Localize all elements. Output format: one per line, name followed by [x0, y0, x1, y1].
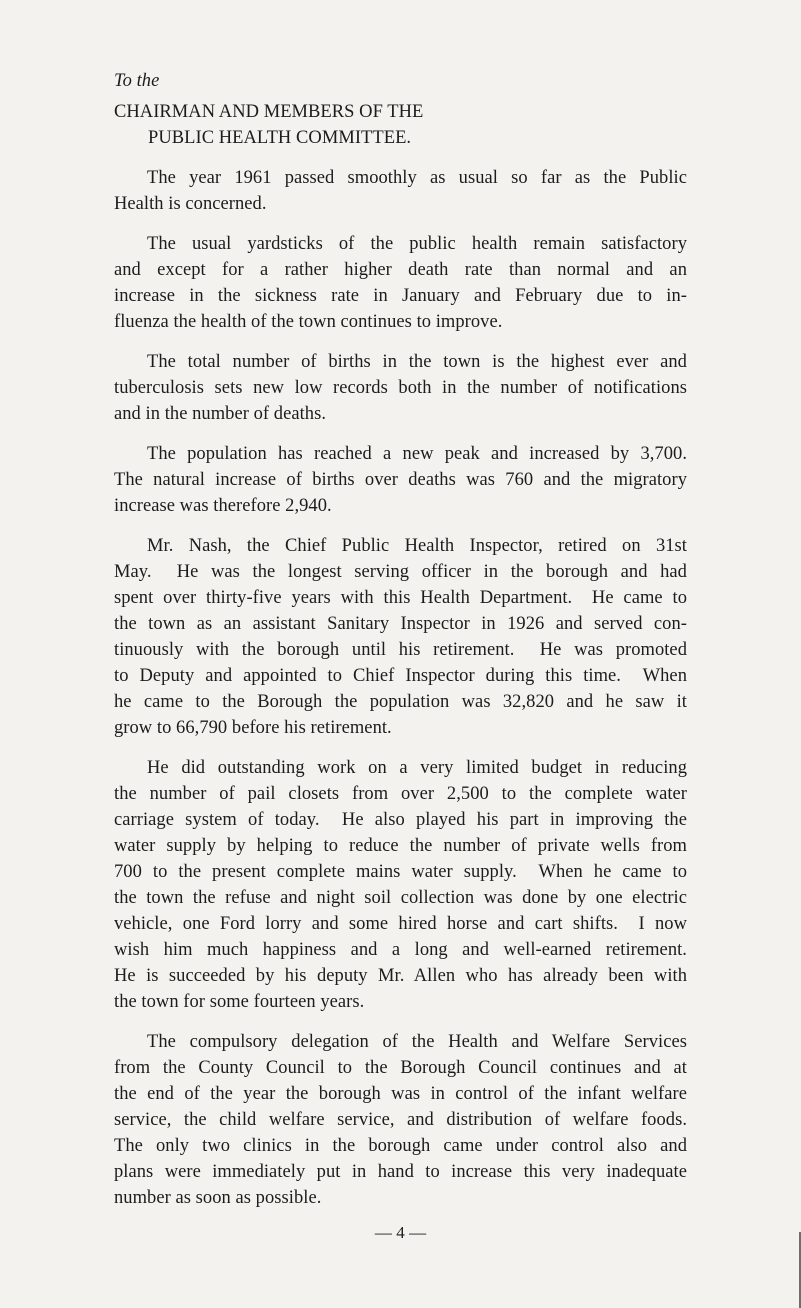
paragraph-5-line-8: grow to 66,790 before his retirement.: [114, 718, 392, 738]
paragraph-6-line-2: the number of pail closets from over 2,500 to the complete water: [114, 784, 687, 804]
paragraph-3-line-2: tuberculosis sets new low records both in the number of notifications: [114, 378, 687, 398]
paragraph-6-line-4: water supply by helping to reduce the number of private wells from: [114, 836, 687, 856]
paragraph-7-line-2: from the County Council to the Borough Council continues and at: [114, 1058, 687, 1078]
paragraph-5-line-3: spent over thirty-five years with this Health Department. He came to: [114, 588, 687, 608]
paragraph-6-line-3: carriage system of today. He also played his part in improving the: [114, 810, 687, 830]
paragraph-5-line-5: tinuously with the borough until his retirement. He was promoted: [114, 640, 687, 660]
paragraph-1-line-1: The year 1961 passed smoothly as usual so far as the Public: [147, 168, 687, 188]
page-number: — 4 —: [374, 1223, 427, 1242]
paragraph-4-line-2: The natural increase of births over deaths was 760 and the migratory: [114, 470, 687, 490]
paragraph-6-line-7: vehicle, one Ford lorry and some hired horse and cart shifts. I now: [114, 914, 687, 934]
paragraph-2-line-1: The usual yardsticks of the public health remain satisfactory: [147, 234, 687, 254]
paragraph-5-line-1: Mr. Nash, the Chief Public Health Inspector, retired on 31st: [147, 536, 687, 556]
paragraph-2-line-4: fluenza the health of the town continues to improve.: [114, 312, 503, 332]
paragraph-5-line-2: May. He was the longest serving officer in the borough and had: [114, 562, 687, 582]
paragraph-5-line-7: he came to the Borough the population was 32,820 and he saw it: [114, 692, 687, 712]
paragraph-6-line-9: He is succeeded by his deputy Mr. Allen who has already been with: [114, 966, 687, 986]
paragraph-2-line-2: and except for a rather higher death rate than normal and an: [114, 260, 687, 280]
paragraph-3-line-3: and in the number of deaths.: [114, 404, 327, 424]
paragraph-6-line-8: wish him much happiness and a long and well-earned retirement.: [114, 940, 687, 960]
paragraph-6-line-6: the town the refuse and night soil collection was done by one electric: [114, 888, 687, 908]
heading-line-1: CHAIRMAN AND MEMBERS OF THE: [114, 102, 424, 122]
paragraph-3-line-1: The total number of births in the town is the highest ever and: [147, 352, 687, 372]
paragraph-2-line-3: increase in the sickness rate in January and February due to in-: [114, 286, 687, 306]
heading-line-2: PUBLIC HEALTH COMMITTEE.: [148, 128, 412, 148]
paragraph-6-line-5: 700 to the present complete mains water supply. When he came to: [114, 862, 687, 882]
paragraph-7-line-4: service, the child welfare service, and distribution of welfare foods.: [114, 1110, 687, 1130]
paragraph-6-line-10: the town for some fourteen years.: [114, 992, 365, 1012]
paragraph-7-line-5: The only two clinics in the borough came under control also and: [114, 1136, 687, 1156]
paragraph-7-line-1: The compulsory delegation of the Health and Welfare Services: [147, 1032, 687, 1052]
paragraph-5-line-4: the town as an assistant Sanitary Inspector in 1926 and served con-: [114, 614, 687, 634]
paragraph-7-line-7: number as soon as possible.: [114, 1188, 322, 1208]
paragraph-5-line-6: to Deputy and appointed to Chief Inspector during this time. When: [114, 666, 687, 686]
paragraph-1-line-2: Health is concerned.: [114, 194, 267, 214]
paragraph-7-line-3: the end of the year the borough was in control of the infant welfare: [114, 1084, 687, 1104]
paragraph-4-line-1: The population has reached a new peak and increased by 3,700.: [147, 444, 687, 464]
salutation: To the: [114, 71, 160, 91]
paragraph-4-line-3: increase was therefore 2,940.: [114, 496, 332, 516]
paragraph-7-line-6: plans were immediately put in hand to increase this very inadequate: [114, 1162, 687, 1182]
paragraph-6-line-1: He did outstanding work on a very limited budget in reducing: [147, 758, 687, 778]
